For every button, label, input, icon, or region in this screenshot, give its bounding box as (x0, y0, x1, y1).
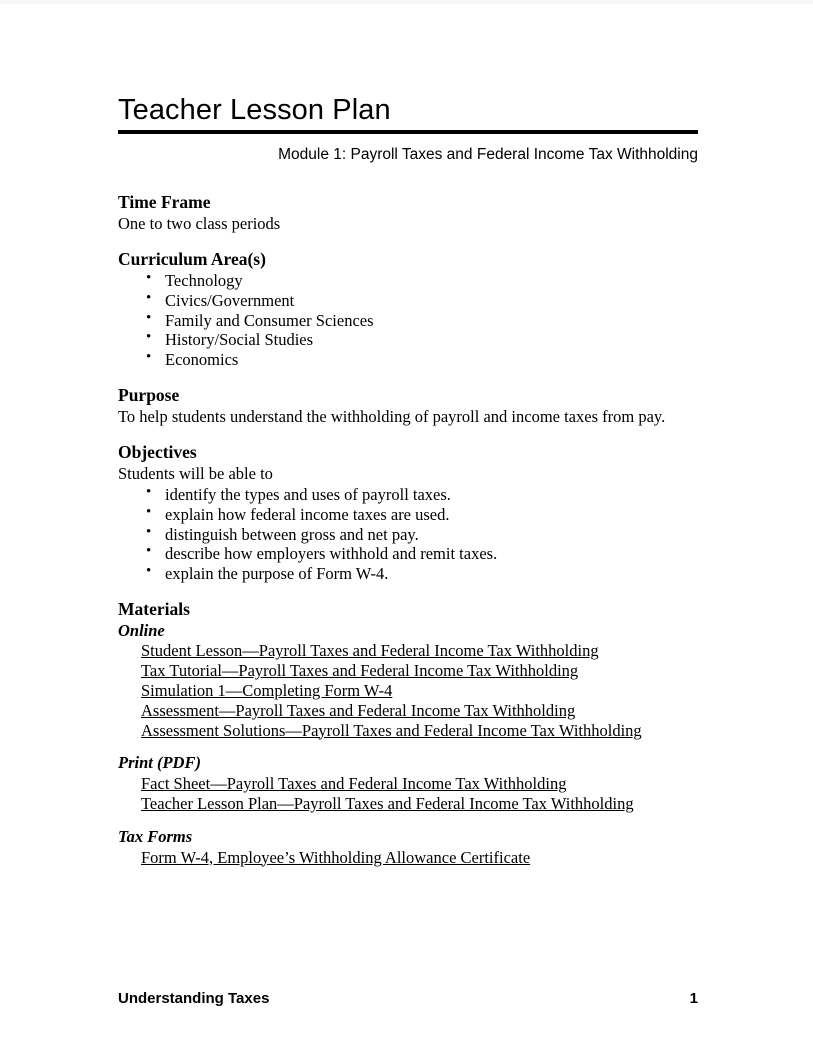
materials-group-online (118, 621, 718, 741)
material-link[interactable]: Tax Tutorial—Payroll Taxes and Federal Income Tax Withholding (141, 661, 579, 681)
materials-subheading-tax-forms: Tax Forms (118, 826, 193, 846)
curriculum-area-list (118, 271, 718, 369)
section-heading-objectives: Objectives (118, 442, 197, 463)
list-item (141, 661, 718, 681)
section-curriculum-areas (118, 249, 718, 369)
list-item (141, 774, 718, 794)
document-page (0, 4, 813, 1051)
material-link[interactable]: Fact Sheet—Payroll Taxes and Federal Income Tax Withholding (141, 774, 567, 794)
purpose-text: To help students understand the withholding of payroll and income taxes from pay. (118, 406, 666, 426)
time-frame-text: One to two class periods (118, 214, 281, 233)
list-item: • distinguish between gross and net pay. (118, 525, 718, 545)
objectives-list (118, 485, 718, 583)
section-objectives (118, 442, 718, 584)
list-item: • explain the purpose of Form W-4. (118, 564, 718, 584)
list-item: • describe how employers withhold and remit taxes. (118, 544, 718, 564)
material-link[interactable]: Teacher Lesson Plan—Payroll Taxes and Federal Income Tax Withholding (141, 793, 634, 813)
section-materials (118, 599, 718, 868)
section-heading-curriculum-areas: Curriculum Area(s) (118, 249, 266, 270)
module-subtitle: Module 1: Payroll Taxes and Federal Income Tax Withholding (278, 146, 698, 164)
material-link[interactable]: Assessment Solutions—Payroll Taxes and Federal Income Tax Withholding (141, 720, 642, 740)
section-time-frame (118, 192, 718, 234)
list-item (141, 721, 718, 741)
list-item: • identify the types and uses of payroll taxes. (118, 485, 718, 505)
material-link[interactable]: Form W-4, Employee’s Withholding Allowance Certificate (141, 847, 531, 867)
section-purpose (118, 385, 718, 427)
objectives-lead-in: Students will be able to (118, 464, 273, 484)
list-item (141, 848, 718, 868)
list-item (141, 681, 718, 701)
section-heading-materials: Materials (118, 598, 190, 619)
footer-title: Understanding Taxes (118, 990, 270, 1007)
list-item (141, 701, 718, 721)
materials-subheading-print-pdf: Print (PDF) (118, 753, 201, 773)
section-heading-time-frame: Time Frame (118, 192, 211, 212)
title-block (118, 94, 698, 165)
list-item: • Technology (118, 271, 718, 291)
materials-group-tax-forms (118, 827, 718, 868)
list-item: • Family and Consumer Sciences (118, 311, 718, 331)
materials-link-list-tax-forms (118, 848, 718, 868)
materials-link-list-print-pdf (118, 774, 718, 814)
section-heading-purpose: Purpose (118, 384, 180, 405)
list-item (141, 794, 718, 814)
footer-page-number: 1 (689, 990, 698, 1007)
list-item (141, 641, 718, 661)
material-link[interactable]: Assessment—Payroll Taxes and Federal Income Tax Withholding (141, 700, 576, 720)
materials-group-print-pdf (118, 753, 718, 813)
material-link[interactable]: Student Lesson—Payroll Taxes and Federal Income Tax Withholding (141, 641, 599, 661)
title-divider-rule (118, 130, 698, 134)
materials-link-list-online (118, 641, 718, 740)
page-footer (118, 990, 698, 1007)
list-item: • History/Social Studies (118, 330, 718, 350)
document-body (118, 192, 718, 867)
list-item: • Civics/Government (118, 291, 718, 311)
list-item: • Economics (118, 350, 718, 370)
page-title: Teacher Lesson Plan (118, 94, 391, 126)
list-item: • explain how federal income taxes are used. (118, 505, 718, 525)
materials-subheading-online: Online (118, 620, 165, 640)
material-link[interactable]: Simulation 1—Completing Form W-4 (141, 681, 393, 700)
